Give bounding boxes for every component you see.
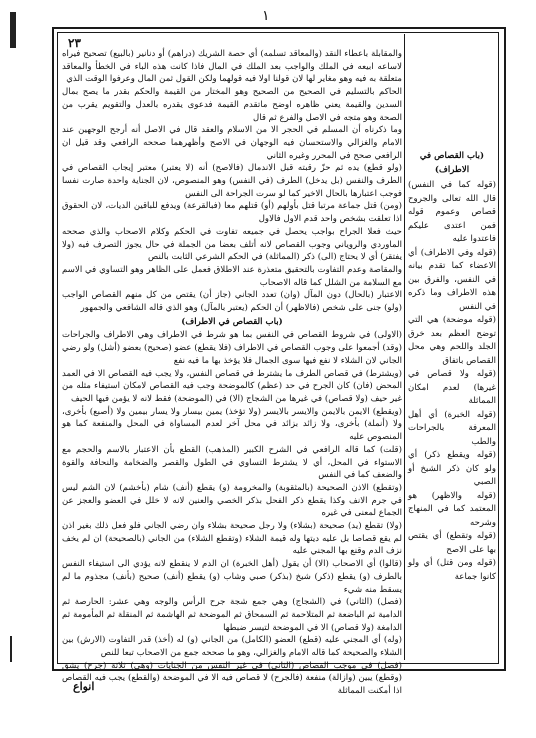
margin-paragraph: (قوله الخبرة) أي أهل المعرفة بالجراحات والطب [408,409,496,447]
margin-paragraph: (قوله ولا قصاص في غيرها) لعدم امكان المماثلة [408,369,496,406]
paragraph: (ويقطع) الايمن بالايمن والايسر بالايسر (ولا تؤخذ) يمين بيسار ولا يسار بيمين ولا (أصبع) بأخرى، ولا (أنملة) بأخرى، ولا زائد بزائد في محل آخر لعدم المساواة في المحل والمنفعة كما هو المنصوص عليه [62,406,402,443]
margin-paragraph: (قوله ويقطع ذكر) أي ولو كان ذكر الشيخ أو الصبي [408,450,496,487]
paragraph: (ومن) قتل جماعة مرتبا قتل بأولهم (أو) قتلهم معا (فبالقرعة) ويدفع للباقين الديات، لان الحقوق اذا تعلقت بشخص واحد قدم الاول فالاول [62,201,402,225]
catchword: انواع [73,680,95,693]
margin-paragraph: (قوله كما في النفس) قال الله تعالى والجروح قصاص وعموم قوله فمن اعتدى عليكم فاعتدوا عليه [408,180,496,244]
paragraph: وما ذكرناه أن المسلم في الحجر الا من الاسلام والعقد قال في الاصل أنه أرجح الوجهين عند الامام والغزالي والاستحسان فيه الوجهان في الاصح وأظهرهما صححه الرافعي وقد قيل ان الرافعي صحح في المحرر وغيره الثاني [62,125,402,161]
paragraph: (ولا) تقطع (يد) صحيحة (بشلاء) ولا رجل صحيحة بشلاء وان رضي الجاني فلو فعل ذلك بغير اذن لم يقع قصاصا بل عليه ديتها وله قيمة الشلاء (وتقطع الشلاء) من الجاني (بالصحيحة) ان لم يخف نزف الدم وقنع بها المجني عليه [62,521,402,557]
paragraph: (ويشترط) في قصاص الطرف ما يشترط في قصاص النفس، ولا يجب فيه القصاص الا في العمد المحض (فان) كان الجرح في حد (عظم) كالموضحة وجب فيه القصاص لامكان استيفاء مثله من غير حيف (ولا قصاص) في غيرها من الشجاج (الا) في (الموضحة) فقط لانه لا يؤمن فيها الحيف [62,368,402,404]
section-heading: (باب القصاص في الاطراف) [181,316,283,327]
margin-paragraph: (قوله والاظهر) هو المعتمد كما في المنهاج وشرحه [408,490,496,528]
margin-paragraph: (قوله ومن قتل) أي ولو كانوا جماعة [408,558,496,582]
paragraph: (وله) أي المجني عليه (قطع) العضو (الكامل) من الجاني (و) له (أخذ) قدر التفاوت (الارش) بين الشلاء والصحيحة كما قاله الامام والغزالي، وهو ما صححه جمع من الاصحاب تبعا للنص [62,635,402,659]
paragraph: (فصل) (الثاني) في (الشجاج) وهي جمع شجة جرح الرأس والوجه وهي عشر: الحارصة ثم الدامية ثم الباضعة ثم المتلاحمة ثم السمحاق ثم الموضحة ثم الهاشمة ثم المنقلة ثم المأمومة ثم الدامغة (ولا قصاص) الا في الموضحة لتيسر ضبطها [62,597,402,633]
folio-number: ٢٣ [68,36,81,50]
paragraph: حيث فعلا الجراح بواجب يحصل في جميعه تفاوت في الحكم وكلام الاصحاب والذي صححه الماوردي والروياني وجوب القصاص لانه أتلف بعضا من الجملة في حال يجوز التصرف فيه (ولا يفتقر) أي لا يحتاج (الى) ذكر (المماثلة) في الحكم الشرعي الثابت بالنص [62,226,402,263]
column-divider [404,34,405,660]
paragraph: الحاكم بالتسليم في الصحيح من الصحيح وهو المختار من القيمة والحكم بقدر ما يصح بمال السدين والقيمة يعني ظاهره اوضح ماتقدم القيمة فدعوى يقدره بالعدل والتقويم يقرب من الصحة وهو متجه في الاصل والفرع ثم قال [62,87,402,123]
paragraph: (فصل) في موجب القصاص (الثاني) في غير النفس من الجنايات (وهي) ثلاثة (جرح) يشق (وقطع) يبين (وازالة) منفعة (فالجرح) لا قصاص فيه الا في الموضحة (والقطع) يجب فيه القصاص اذا أمكنت المماثلة [62,660,402,697]
margin-heading: (باب القصاص في الاطراف) [419,151,485,175]
paragraph: والمقابلة باعطاء النقد (والمعاقد تسلمه) أي حصة الشريك (دراهم) أو دنانير (بالبيع) تصحيح فيراه لاساعه ابيعه في الملك والواجب بعد الملك في المال فاذا كانت هذه الباء في الخطأ والمعاقد متعلقة به فيه وهو مغاير لها لان قولنا اولا فيه قولهما ولكن القول ثمن المال وعرفوا الوقت الذي [62,49,402,85]
paragraph: والمقاصة وعدم التفاوت بالتحقيق متعذرة عند الاطلاق فعمل على الظاهر وهو التساوي في الاسم مع السلامة من الشلل كما قاله الاصحاب [62,264,402,288]
paragraph: (الاولى) في شروط القصاص في النفس بما هو شرط في الاطراف وهي الاطراف والجراحات (وقد) أجمعوا على وجوب القصاص في الاطراف (فلا يقطع) عضو (صحيح) بعضو (أشل) ولو رضي الجاني لان الشلاء لا نفع فيها سوى الجمال فلا يؤخذ بها ما فيه نفع [62,330,402,366]
paragraph: الاعتبار (بالحال) دون المآل (وان) تعدد الجاني (جاز أن) يقتص من كل منهم القصاص الواجب (ولو) جنى على شخص (فالاظهر) أن الحكم (يعتبر بالمآل) وهو الذي قاله الشافعي والجمهور [62,290,402,314]
margin-paragraph: (قوله وفي الاطراف) أي الاعضاء كما تقدم بيانه في النفس، والفرق بين هذه الاطراف وما ذكره في النفس [408,247,496,312]
margin-paragraph: (قوله موضحة) هي التي توضح العظم بعد خرق الجلد واللحم وهي محل القصاص باتفاق [408,315,496,366]
page-binding-mark-top [10,12,16,48]
paragraph: (قالوا) أي الاصحاب (الا) أن يقول (أهل الخبرة) ان الدم لا ينقطع لانه يؤدي الى استيفاء النفس بالطرف (و) يقطع (ذكر) شيخ (بذكر) صبي وشاب (و) يقطع (أنف) صحيح (بأنف) مجذوم ما لم يسقط منه شيء [62,559,402,595]
marginal-commentary-column [408,150,496,582]
paragraph: (وتقطع) الاذن الصحيحة (بالمثقوبة) والمخرومة (و) يقطع (أنف) شام (بأخشم) لان الشم ليس في جرم الانف وكذا يقطع ذكر الفحل بذكر الخصي والعنين لانه لا خلل في العضو والعجز عن الجماع لمعنى في غيره [62,482,402,519]
margin-paragraph: (قوله وتقطع) أي يقتص بها على الاصح [408,531,496,555]
page-number-top: ١ [262,8,270,24]
paragraph: (ولو قطع) يده ثم حزّ رقبته قبل الاندمال (فالاصح) أنه (لا يعتبر) معتبر إيجاب القصاص في الطرف والنفس (بل يدخل) الطرف (في النفس) وهو المنصوص، لان الجناية واحدة صارت نفسا فوجب اعتبارها بالحال الاخير كما لو سرت الجراحة الى النفس [62,163,402,199]
paragraph: (قلت) كما قاله الرافعي في الشرح الكبير (المذهب) القطع بأن الاعتبار بالاسم والحجم مع الاستواء في المحل، أي لا يشترط التساوي في الطول والقصر والضخامة والنحافة والقوة والضعف كما في النفس [62,444,402,481]
page-binding-mark-bottom [10,636,12,662]
